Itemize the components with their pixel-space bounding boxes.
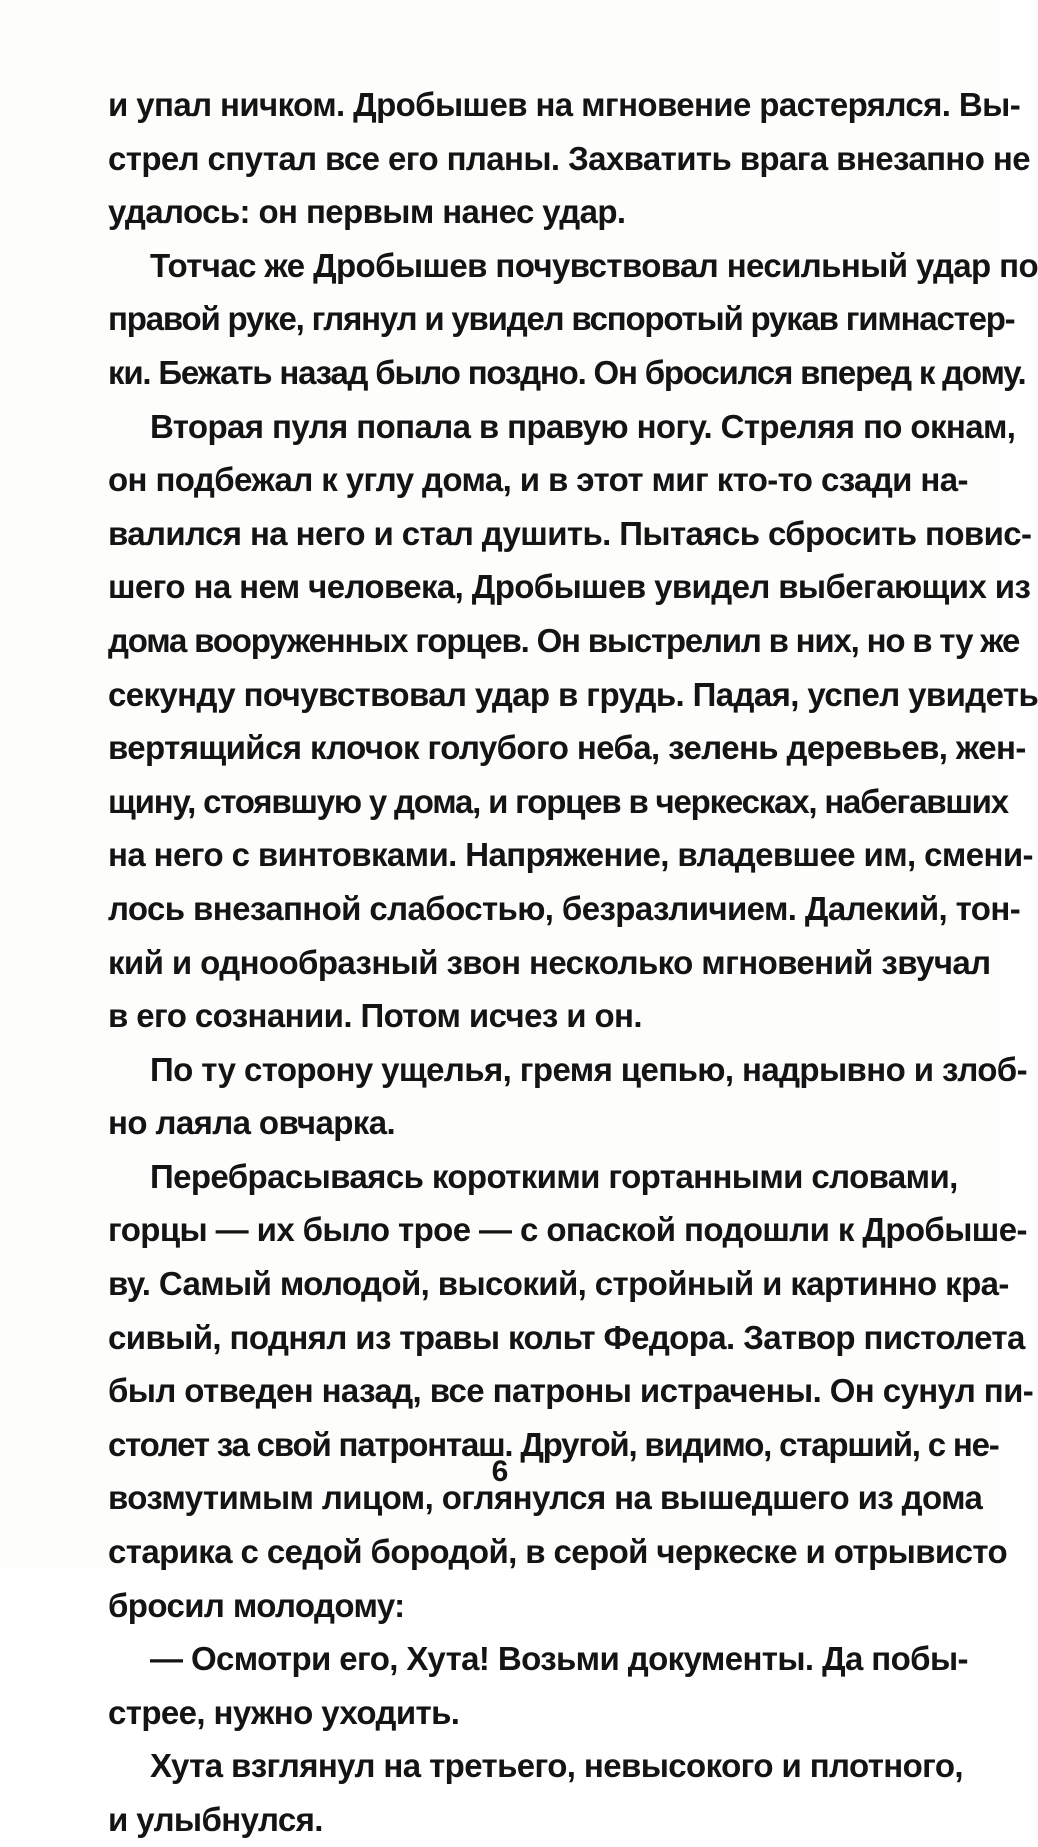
text-line: кий и однообразный звон несколько мгновений звучал — [108, 943, 991, 981]
text-line: на него с винтовками. Напряжение, владевшее им, смени- — [108, 836, 1033, 874]
text-line: стрее, нужно уходить. — [108, 1693, 460, 1731]
text-line: ву. Самый молодой, высокий, стройный и картинно кра- — [108, 1265, 1009, 1303]
text-line: секунду почувствовал удар в грудь. Падая, успел увидеть — [108, 675, 1038, 713]
text-line: сивый, поднял из травы кольт Федора. Затвор пистолета — [108, 1318, 1025, 1356]
body-text — [108, 78, 1038, 1847]
text-line: Хута взглянул на третьего, невысокого и плотного, — [150, 1747, 964, 1785]
text-line: в его сознании. Потом исчез и он. — [108, 997, 642, 1035]
text-line: щину, стоявшую у дома, и горцев в черкесках, набегавших — [108, 782, 1008, 820]
text-line: он подбежал к углу дома, и в этот миг кто-то сзади на- — [108, 461, 968, 499]
text-line: возмутимым лицом, оглянулся на вышедшего из дома — [108, 1479, 983, 1517]
text-line: валился на него и стал душить. Пытаясь сбросить повис- — [108, 514, 1032, 552]
page-number: 6 — [491, 1455, 509, 1488]
text-line: Тотчас же Дробышев почувствовал несильный удар по — [150, 246, 1038, 284]
text-line: горцы — их было трое — с опаской подошли к Дробыше- — [108, 1211, 1027, 1249]
text-line: шего на нем человека, Дробышев увидел выбегающих из — [108, 568, 1031, 606]
text-line: лось внезапной слабостью, безразличием. Далекий, тон- — [108, 889, 1021, 927]
text-line: и улыбнулся. — [108, 1801, 323, 1838]
text-line: Перебрасываясь короткими гортанными словами, — [150, 1157, 958, 1195]
text-line: был отведен назад, все патроны истрачены. Он сунул пи- — [108, 1372, 1034, 1410]
text-line: удалось: он первым нанес удар. — [108, 193, 626, 231]
text-line: старика с седой бородой, в серой черкеске и отрывисто — [108, 1533, 1008, 1571]
text-line: — Осмотри его, Хута! Возьми документы. Да побы- — [150, 1640, 968, 1678]
text-line: Вторая пуля попала в правую ногу. Стреляя по окнам, — [150, 407, 1016, 445]
text-line: дома вооруженных горцев. Он выстрелил в них, но в ту же — [108, 621, 1020, 659]
text-line: бросил молодому: — [108, 1586, 405, 1624]
text-line: и упал ничком. Дробышев на мгновение растерялся. Вы- — [108, 86, 1021, 123]
text-line: стрел спутал все его планы. Захватить врага внезапно не — [108, 139, 1030, 177]
text-line: вертящийся клочок голубого неба, зелень деревьев, жен- — [108, 729, 1026, 767]
text-line: столет за свой патронташ. Другой, видимо, старший, с не- — [108, 1425, 999, 1463]
text-line: но лаяла овчарка. — [108, 1104, 396, 1142]
text-line: ки. Бежать назад было поздно. Он бросился вперед к дому. — [108, 353, 1026, 391]
text-line: правой руке, глянул и увидел вспоротый рукав гимнастер- — [108, 300, 1015, 338]
text-line: По ту сторону ущелья, гремя цепью, надрывно и злоб- — [150, 1050, 1027, 1088]
